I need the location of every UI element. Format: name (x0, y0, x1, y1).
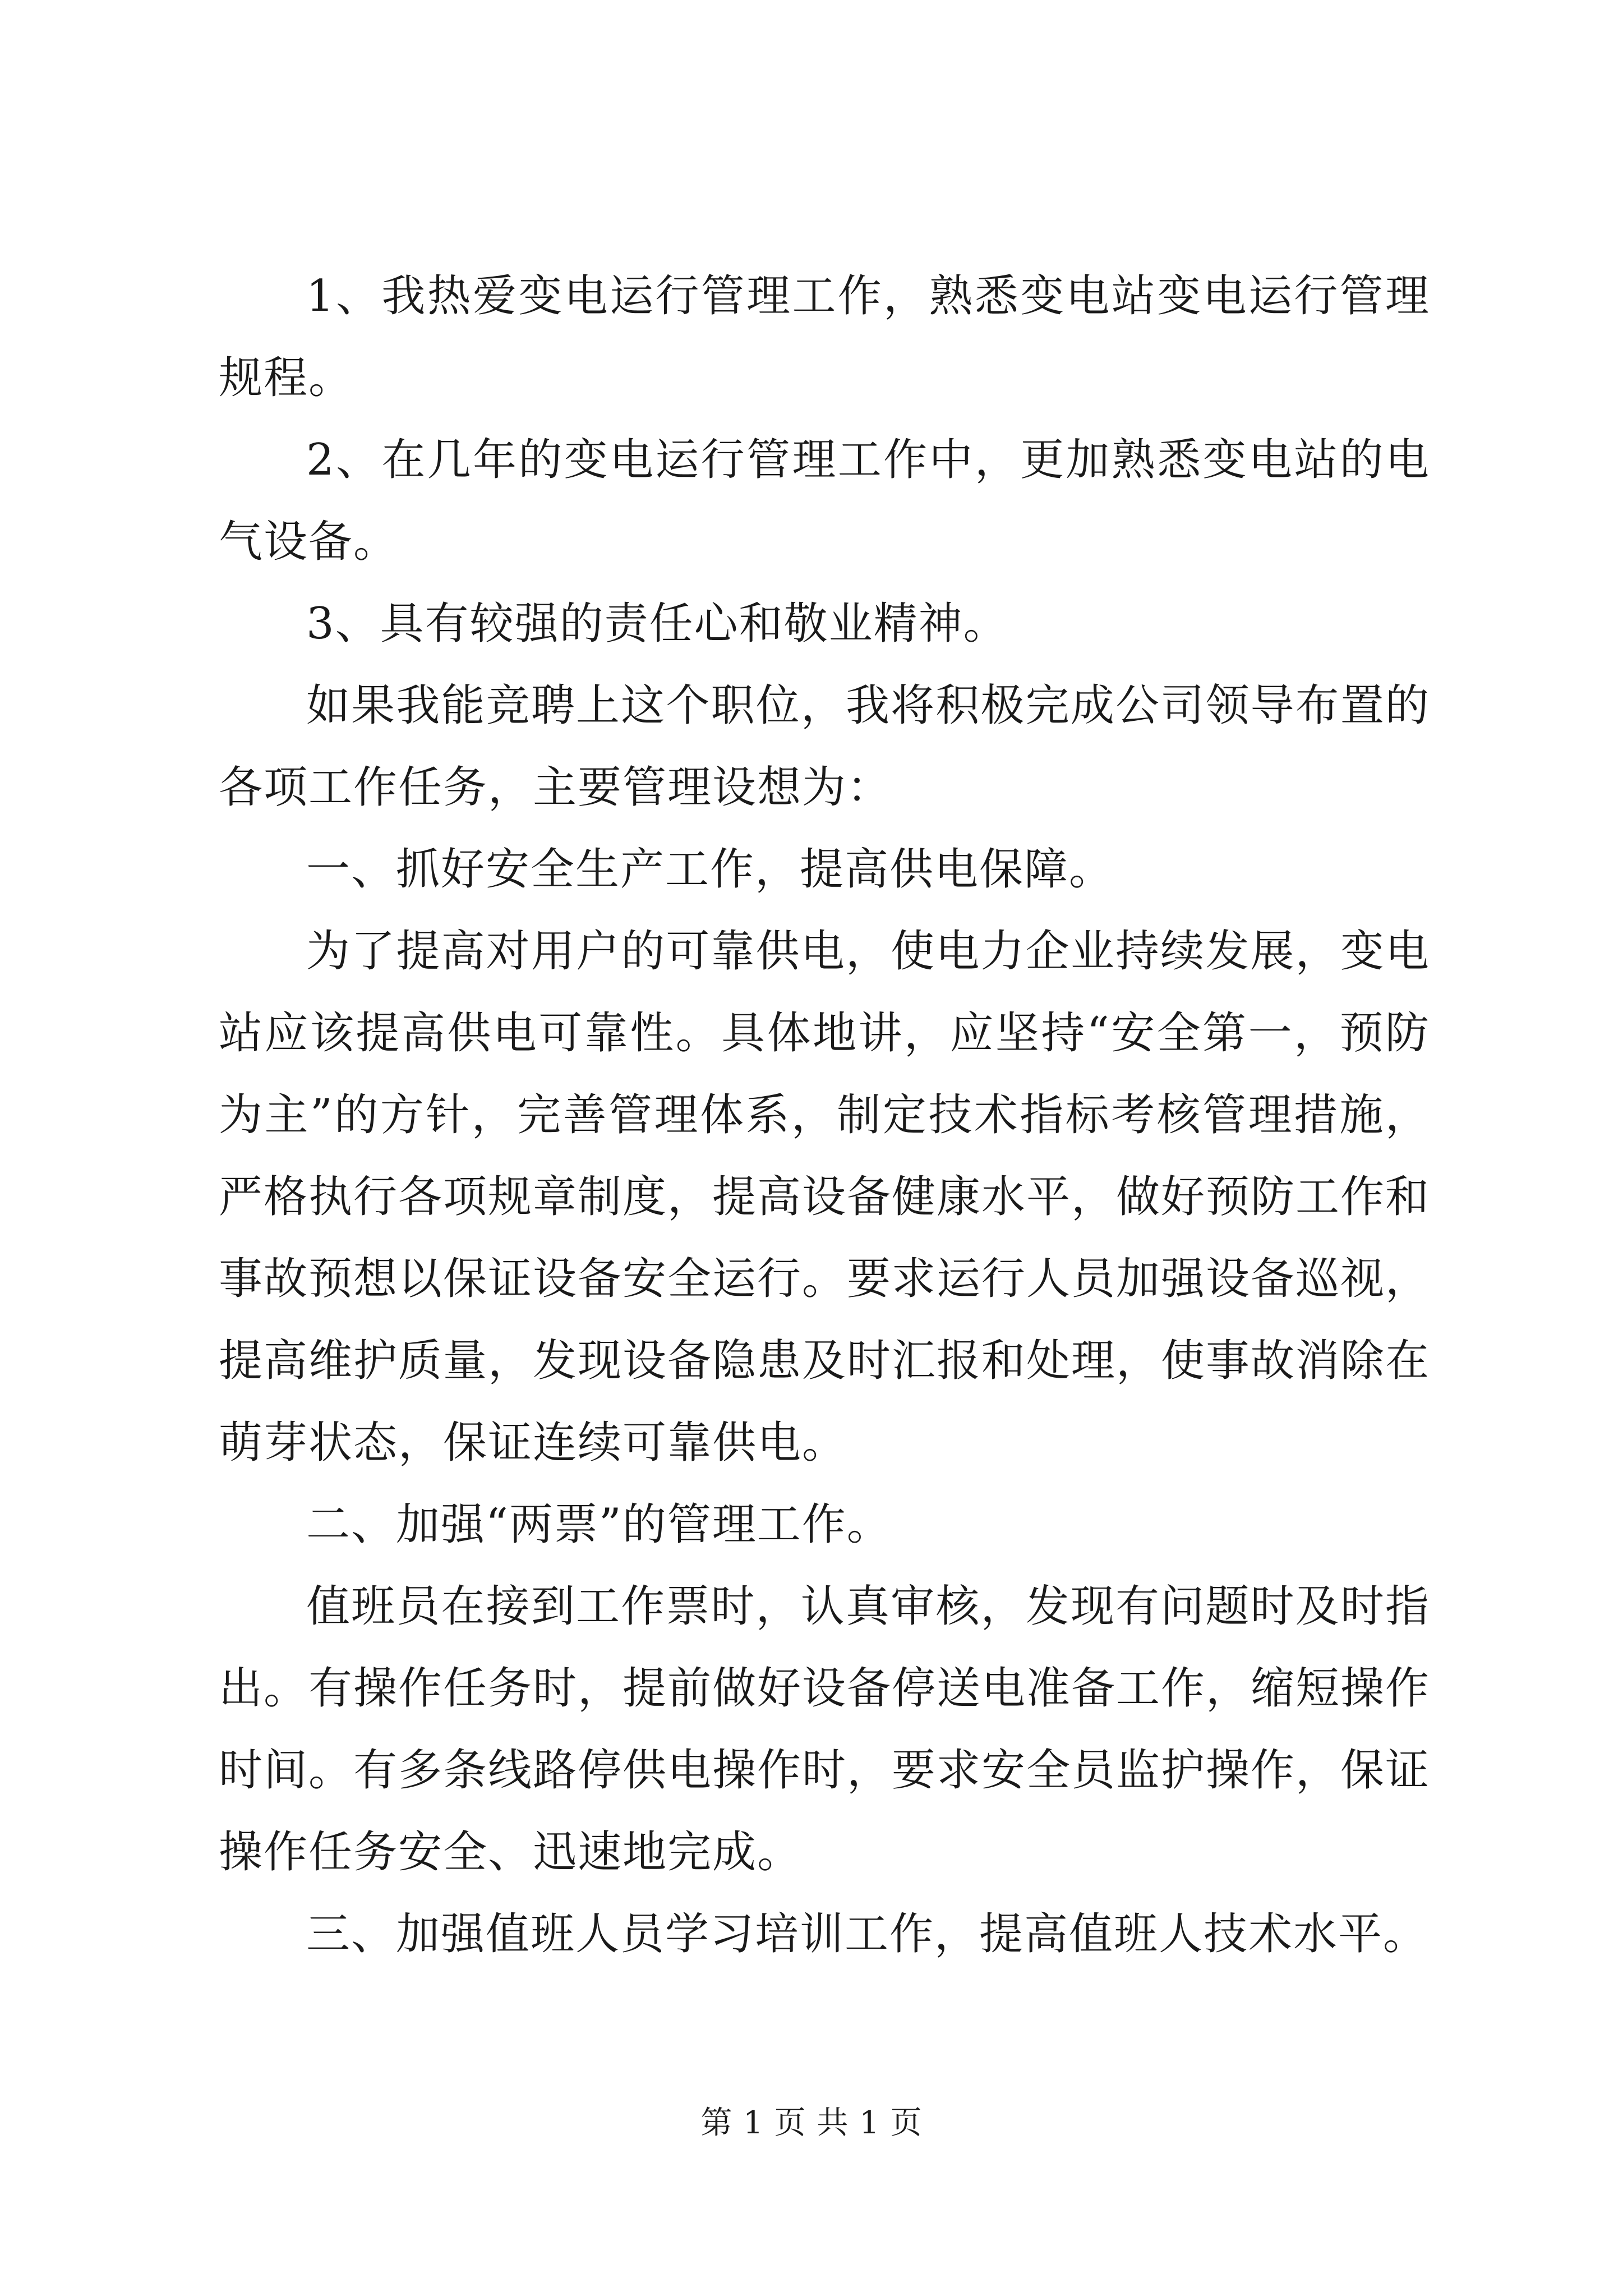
section-heading-1: 一、抓好安全生产工作，提高供电保障。 (306, 844, 1114, 895)
paragraph-5: 为了提高对用户的可靠供电，使电力企业持续发展，变电站应该提高供电可靠性。具体地讲，应坚持“安全第一，预防为主”的方针，完善管理体系，制定技术指标考核管理措施，严格执行各项规章制度，提高设备健康水平，做好预防工作和事故预想以保证设备安全运行。要求运行人员加强设备巡视，提高维护质量，发现设备隐患及时汇报和处理，使事故消除在萌芽状态，保证连续可靠供电。 (219, 926, 1431, 1468)
section-heading-2: 二、加强“两票”的管理工作。 (306, 1499, 892, 1550)
paragraph-3: 3、具有较强的责任心和敬业精神。 (306, 599, 1008, 649)
paragraph-6: 值班员在接到工作票时，认真审核，发现有问题时及时指出。有操作任务时，提前做好设备停送电准备工作，缩短操作时间。有多条线路停供电操作时，要求安全员监护操作，保证操作任务安全、迅速地完成。 (219, 1581, 1431, 1878)
document-body (219, 255, 1430, 1975)
paragraph-4: 如果我能竞聘上这个职位，我将积极完成公司领导布置的各项工作任务，主要管理设想为： (219, 680, 1430, 813)
section-heading-3: 三、加强值班人员学习培训工作，提高值班人技术水平。 (306, 1909, 1428, 1959)
page-footer: 第 1 页 共 1 页 (700, 2105, 923, 2141)
paragraph-1: 1、我热爱变电运行管理工作，熟悉变电站变电运行管理规程。 (219, 271, 1430, 403)
paragraph-2: 2、在几年的变电运行管理工作中，更加熟悉变电站的电气设备。 (219, 435, 1430, 567)
